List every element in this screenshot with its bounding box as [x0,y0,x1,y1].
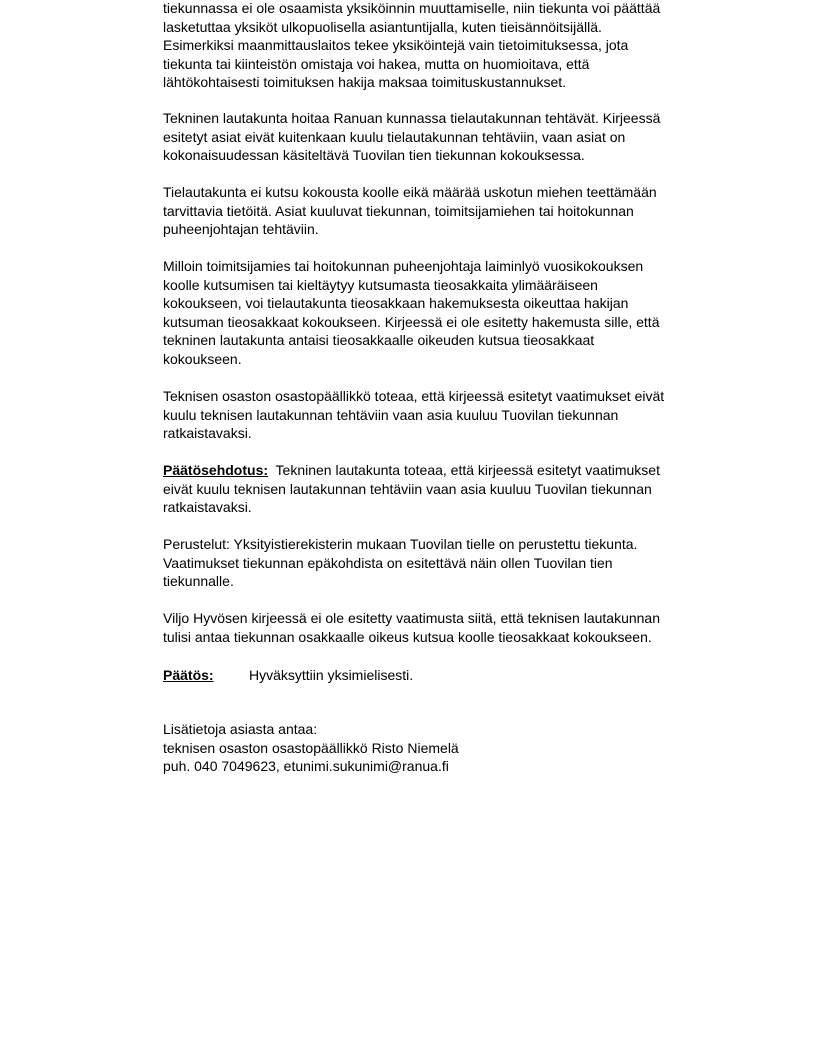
proposal-section [163,461,763,517]
text-line: tarvittavia tietöitä. Asiat kuuluvat tiekunnan, toimitsijamiehen tai hoitokunnan [163,202,634,219]
text-line: kuulu teknisen lautakunnan tehtäviin vaan asia kuuluu Tuovilan tiekunnan [163,406,619,423]
text-line: lasketuttaa yksiköt ulkopuolisella asiantuntijalla, kuten tieisännöitsijällä. [163,18,602,35]
letter-note [163,609,763,646]
text-line: Vaatimukset tiekunnan epäkohdista on esitettävä näin ollen Tuovilan tien [163,554,613,571]
text-line: Tekninen lautakunta toteaa, että kirjeessä esitetyt vaatimukset [275,462,660,478]
paragraph-unit-calculation [163,0,763,92]
reasons-section [163,535,763,591]
text-line: tiekunnassa ei ole osaamista yksiköinnin muuttamiselle, niin tiekunta voi päättää [163,0,661,16]
text-line: Tekninen lautakunta hoitaa Ranuan kunnassa tielautakunnan tehtävät. Kirjeessä [163,110,661,126]
text-line: Lisätietoja asiasta antaa: [163,721,318,737]
paragraph-neglect [163,257,763,368]
text-line: ratkaistavaksi. [163,499,252,515]
text-line: kokoukseen. [163,350,242,367]
text-line: Milloin toimitsijamies tai hoitokunnan puheenjohtaja laiminlyö vuosikokouksen [163,258,644,274]
text-line: puheenjohtajan tehtäviin. [163,221,319,237]
text-line: eivät kuulu teknisen lautakunnan tehtäviin vaan asia kuuluu Tuovilan tiekunnan [163,480,652,497]
text-line: kokoukseen, voi tielautakunta tieosakkaan hakemuksesta oikeuttaa hakijan [163,295,629,311]
text-line: ratkaistavaksi. [163,425,252,441]
text-line: Perustelut: Yksityistierekisterin mukaan Tuovilan tielle on perustettu tiekunta. [163,536,638,552]
contact-info [163,720,763,776]
paragraph-department-head [163,387,763,443]
text-line: koolle kutsumisen tai kieltäytyy kutsumasta tieosakkaita ylimääräiseen [163,276,598,293]
text-line: Teknisen osaston osastopäällikkö toteaa, että kirjeessä esitetyt vaatimukset eivät [163,388,665,404]
text-line: kutsuman tieosakkaat kokoukseen. Kirjeessä ei ole esitetty hakemusta sille, että [163,313,660,330]
decision-text: Hyväksyttiin yksimielisesti. [249,667,414,683]
text-line: teknisen osaston osastopäällikkö Risto Niemelä [163,739,459,756]
text-line: kokonaisuudessan käsiteltävä Tuovilan tien tiekunnan kokouksessa. [163,147,585,163]
decision-label: Päätös: [163,667,214,683]
text-line: Esimerkiksi maanmittauslaitos tekee yksiköintejä vain tietoimituksessa, jota [163,37,629,53]
text-line: tiekunta tai kiinteistön omistaja voi hakea, mutta on huomioitava, että [163,55,590,72]
proposal-label: Päätösehdotus: [163,462,269,478]
text-line: lähtökohtaisesti toimituksen hakija maksaa toimituskustannukset. [163,74,567,90]
text-line: tekninen lautakunta antaisi tieosakkaalle oikeuden kutsua tieosakkaat [163,332,595,348]
text-line: tiekunnalle. [163,573,234,589]
paragraph-road-board [163,109,763,165]
text-line: tulisi antaa tiekunnan osakkaalle oikeus kutsua koolle tieosakkaat kokoukseen. [163,628,652,645]
text-line: esitetyt asiat eivät kuitenkaan kuulu tielautakunnan tehtäviin, vaan asiat on [163,128,626,145]
paragraph-meeting [163,183,763,239]
text-line: Tielautakunta ei kutsu kokousta koolle eikä määrää uskotun miehen teettämään [163,184,657,200]
text-line: Viljo Hyvösen kirjeessä ei ole esitetty vaatimusta siitä, että teknisen lautakunnan [163,610,661,626]
decision-section [163,666,763,685]
text-line: puh. 040 7049623, etunimi.sukunimi@ranua.fi [163,758,449,774]
